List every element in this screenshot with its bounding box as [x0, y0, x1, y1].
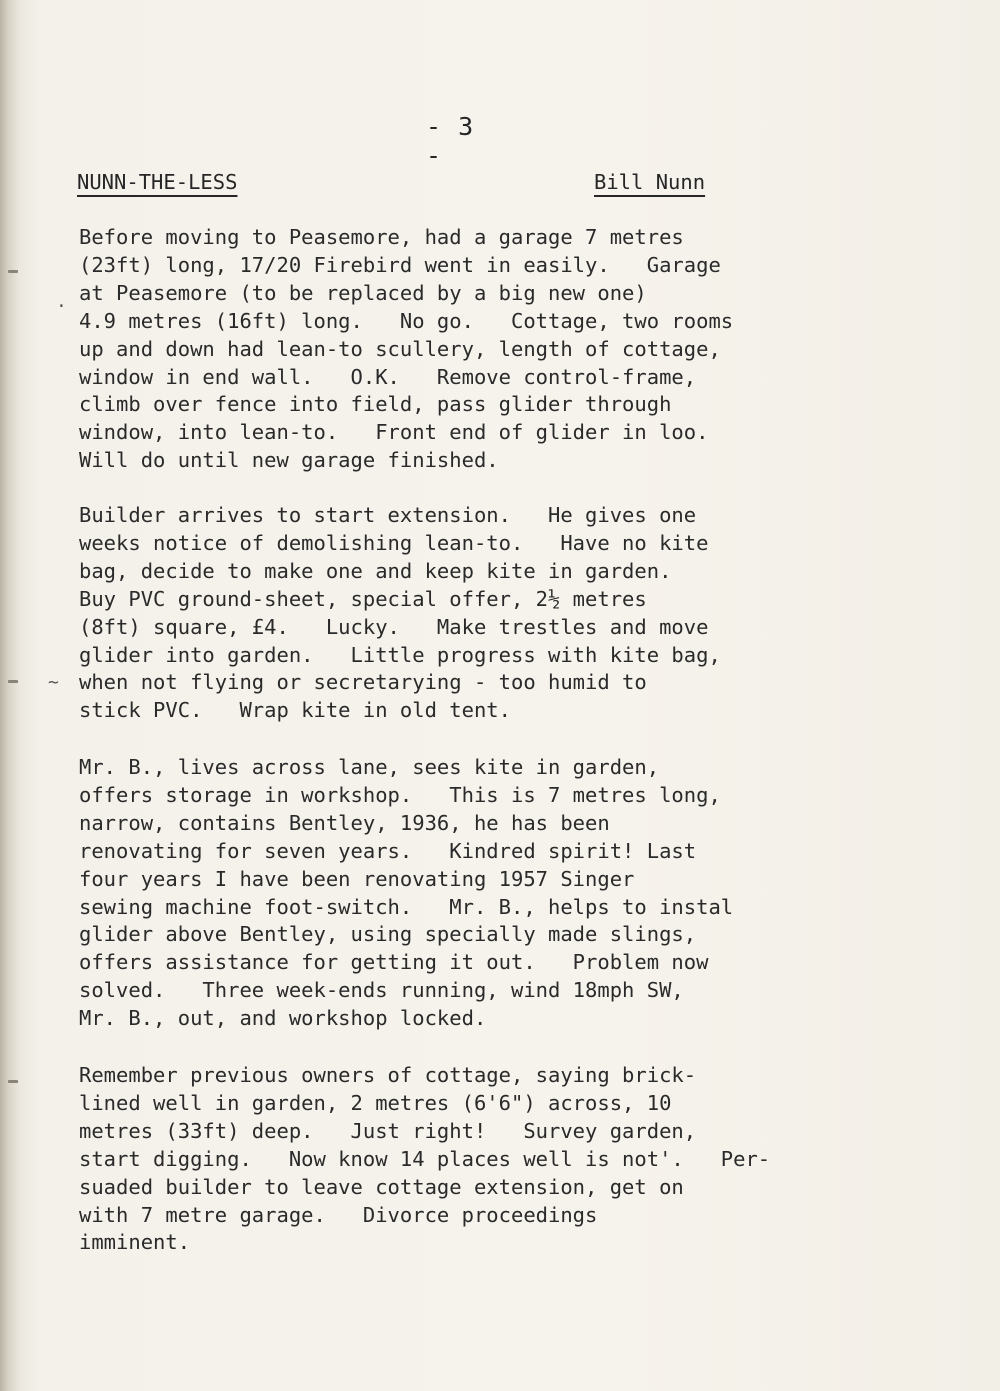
binding-stitch [8, 680, 18, 683]
page-number: - 3 - [426, 112, 475, 170]
binding-stitch [8, 270, 18, 273]
margin-dot: · [56, 296, 67, 317]
paragraph: Remember previous owners of cottage, saying brick- lined well in garden, 2 metres (6'6") across, 10 metres (33ft) deep. Just right! Survey garden, start digging. Now know 14 places well is not'. Per- suaded builder to leave cottage extension, get on with 7 metre garage. Divorce proceedings imminent. [79, 1063, 771, 1255]
binding-stitch [8, 1080, 18, 1083]
paragraph: Builder arrives to start extension. He gives one weeks notice of demolishing lean-to. Have no kite bag, decide to make one and keep kite in garden. Buy PVC ground-sheet, special offer, 2½ metres (8ft) square, £4. Lucky. Make trestles and move glider into garden. Little progress with kite bag, when not flying or secretarying - too humid to stick PVC. Wrap kite in old tent. [79, 503, 721, 723]
article-author: Bill Nunn [594, 170, 706, 194]
paragraph: Before moving to Peasemore, had a garage 7 metres (23ft) long, 17/20 Firebird went in easily. Garage at Peasemore (to be replaced by a big new one) 4.9 metres (16ft) long. No go. Cottage, two rooms up and down had lean-to scullery, length of cottage, window in end wall. O.K. Remove control-frame, climb over fence into field, pass glider through window, into lean-to. Front end of glider in loo. Will do until new garage finished. [79, 225, 734, 473]
article-title: NUNN-THE-LESS [77, 170, 238, 194]
page-binding-edge [0, 0, 28, 1391]
margin-dash: ~ [48, 672, 59, 693]
paragraph: Mr. B., lives across lane, sees kite in garden, offers storage in workshop. This is 7 metres long, narrow, contains Bentley, 1936, he has been renovating for seven years. Kindred spirit! Last four years I have been renovating 1957 Singer sewing machine foot-switch. Mr. B., helps to instal glider above Bentley, using specially made slings, offers assistance for getting it out. Problem now solved. Three week-ends running, wind 18mph SW, Mr. B., out, and workshop locked. [79, 755, 734, 1031]
